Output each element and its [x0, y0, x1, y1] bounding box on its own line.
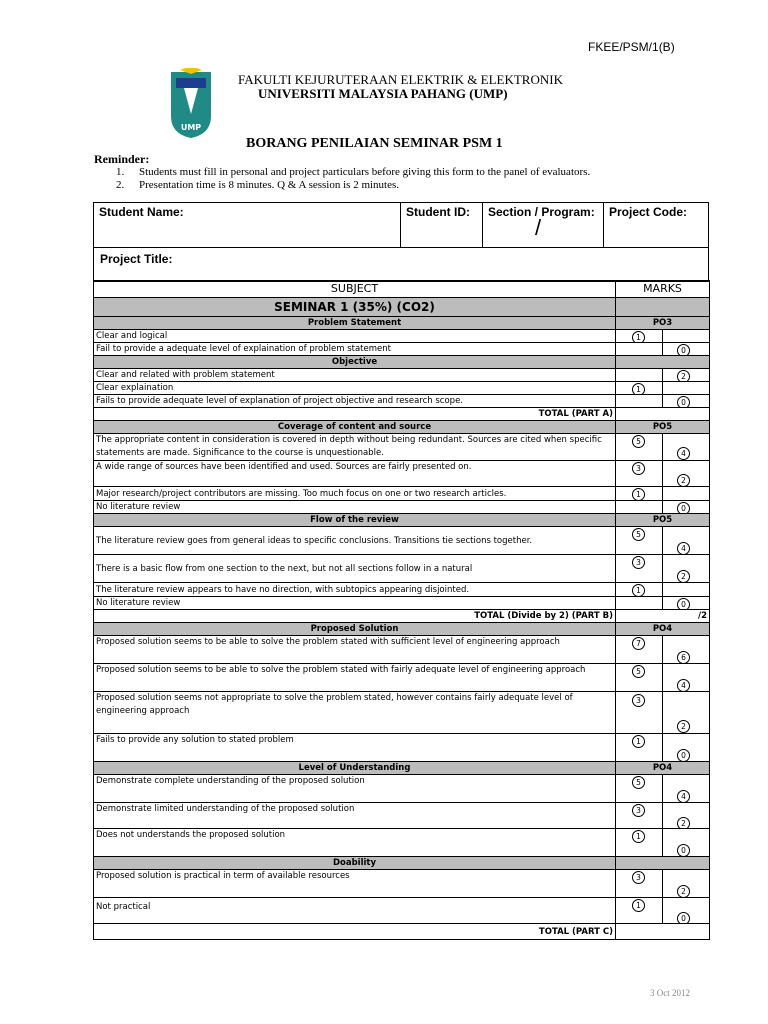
table-row: Demonstrate limited understanding of the proposed solution [94, 803, 616, 829]
table-row: Demonstrate complete understanding of the proposed solution [94, 775, 616, 803]
mark-option[interactable]: 3 [632, 462, 645, 475]
mark-option[interactable]: 1 [632, 584, 645, 597]
mark-option[interactable]: 2 [677, 720, 690, 733]
student-name-field[interactable] [94, 203, 401, 247]
mark-option[interactable]: 5 [632, 435, 645, 448]
table-row: Not practical [94, 898, 616, 924]
mark-option[interactable]: 2 [677, 370, 690, 382]
list-item: 2. Presentation time is 8 minutes. Q & A session is 2 minutes. [116, 179, 400, 191]
mark-option[interactable]: 4 [677, 542, 690, 555]
mark-option[interactable]: 1 [632, 331, 645, 343]
section-doability: Doability [94, 857, 616, 870]
student-id-field[interactable] [401, 203, 483, 247]
mark-option[interactable]: 1 [632, 830, 645, 843]
mark-option[interactable]: 3 [632, 556, 645, 569]
table-row: A wide range of sources have been identified and used. Sources are fairly presented on. [94, 461, 616, 487]
evaluation-table [93, 280, 710, 940]
total-part-c-box[interactable] [616, 924, 710, 940]
faculty-name: FAKULTI KEJURUTERAAN ELEKTRIK & ELEKTRONIK [238, 72, 563, 87]
form-code: FKEE/PSM/1(B) [588, 40, 675, 54]
total-part-a: TOTAL (PART A) [94, 408, 616, 421]
marks-header: MARKS [616, 281, 710, 298]
po-label: PO4 [616, 762, 710, 775]
table-row: Fails to provide any solution to stated problem [94, 734, 616, 762]
mark-option[interactable]: 3 [632, 871, 645, 884]
reminder-label: Reminder: [94, 152, 150, 166]
section-level-understanding: Level of Understanding [94, 762, 616, 775]
total-part-b: TOTAL (Divide by 2) (PART B) [94, 610, 616, 623]
table-row: Clear and related with problem statement [94, 369, 616, 382]
particulars-box [93, 202, 709, 282]
mark-option[interactable]: 4 [677, 679, 690, 692]
mark-option[interactable]: 2 [677, 885, 690, 898]
table-row: Clear and logical [94, 330, 616, 343]
subject-header: SUBJECT [94, 281, 616, 298]
table-row: Major research/project contributors are missing. Too much focus on one or two research articles. [94, 487, 616, 501]
mark-option[interactable]: 0 [677, 344, 690, 356]
reminder-list [116, 166, 590, 192]
table-row: Proposed solution seems to be able to solve the problem stated with fairly adequate level of engineering approach [94, 664, 616, 692]
mark-option[interactable]: 4 [677, 790, 690, 803]
mark-option[interactable]: 6 [677, 651, 690, 664]
table-row: The literature review appears to have no direction, with subtopics appearing disjointed. [94, 583, 616, 597]
po-label: PO4 [616, 623, 710, 636]
mark-option[interactable]: 5 [632, 665, 645, 678]
mark-option[interactable]: 0 [677, 502, 690, 514]
university-logo [168, 68, 214, 140]
mark-option[interactable]: 4 [677, 447, 690, 460]
po-label: PO3 [616, 317, 710, 330]
mark-option[interactable]: 0 [677, 912, 690, 924]
po-label: PO5 [616, 514, 710, 527]
list-item: 1. Students must fill in personal and project particulars before giving this form to the panel of evaluators. [116, 166, 591, 178]
mark-option[interactable]: 1 [632, 899, 645, 912]
university-name: UNIVERSITI MALAYSIA PAHANG (UMP) [258, 86, 508, 101]
student-id-label: Student ID: [406, 205, 470, 219]
mark-option[interactable]: 5 [632, 776, 645, 789]
project-title-field[interactable] [94, 248, 708, 282]
section-flow: Flow of the review [94, 514, 616, 527]
table-row: The literature review goes from general ideas to specific conclusions. Transitions tie sections together. [94, 527, 616, 555]
table-row: Clear explaination [94, 382, 616, 395]
project-title-label: Project Title: [100, 252, 173, 266]
mark-option[interactable]: 3 [632, 804, 645, 817]
total-part-c: TOTAL (PART C) [94, 924, 616, 940]
mark-option[interactable]: 0 [677, 396, 690, 408]
table-row: Fail to provide a adequate level of explaination of problem statement [94, 343, 616, 356]
form-title: BORANG PENILAIAN SEMINAR PSM 1 [246, 136, 503, 151]
table-row: No literature review [94, 597, 616, 610]
table-row: Fails to provide adequate level of explanation of project objective and research scope. [94, 395, 616, 408]
mark-option[interactable]: 1 [632, 488, 645, 501]
mark-option[interactable]: 7 [632, 637, 645, 650]
po-label: PO5 [616, 421, 710, 434]
mark-option[interactable]: 0 [677, 749, 690, 762]
mark-option[interactable]: 0 [677, 598, 690, 610]
section-program-field[interactable] [483, 203, 604, 247]
table-row: There is a basic flow from one section to the next, but not all sections follow in a natural [94, 555, 616, 583]
section-proposed-solution: Proposed Solution [94, 623, 616, 636]
section-coverage: Coverage of content and source [94, 421, 616, 434]
total-part-b-box[interactable]: /2 [616, 610, 710, 623]
section-objective: Objective [94, 356, 616, 369]
mark-option[interactable]: 1 [632, 383, 645, 395]
table-row: No literature review [94, 501, 616, 514]
section-problem-statement: Problem Statement [94, 317, 616, 330]
mark-option[interactable]: 0 [677, 844, 690, 857]
table-row: Proposed solution is practical in term of available resources [94, 870, 616, 898]
table-row: Does not understands the proposed solution [94, 829, 616, 857]
section-slash: / [535, 215, 542, 240]
mark-option[interactable]: 2 [677, 570, 690, 583]
mark-option[interactable]: 3 [632, 694, 645, 707]
mark-option[interactable]: 1 [632, 735, 645, 748]
section-program-label: Section / Program: [488, 205, 595, 219]
table-row: The appropriate content in consideration is covered in depth without being redundant. Sources are cited when specific statements are made. Significance to the course is unquestionable. [94, 434, 616, 461]
seminar-title: SEMINAR 1 (35%) (CO2) [94, 298, 616, 317]
project-code-label: Project Code: [609, 205, 688, 219]
project-code-field[interactable] [604, 203, 708, 247]
total-part-a-box[interactable] [616, 408, 710, 421]
footer-date: 3 Oct 2012 [650, 988, 690, 998]
table-row: Proposed solution seems not appropriate to solve the problem stated, however contains fairly adequate level of engineering approach [94, 692, 616, 734]
mark-option[interactable]: 2 [677, 474, 690, 487]
student-name-label: Student Name: [99, 205, 184, 219]
mark-option[interactable]: 5 [632, 528, 645, 541]
mark-option[interactable]: 2 [677, 817, 690, 829]
logo-text: UMP [180, 123, 202, 132]
table-row: Proposed solution seems to be able to solve the problem stated with sufficient level of engineering approach [94, 636, 616, 664]
